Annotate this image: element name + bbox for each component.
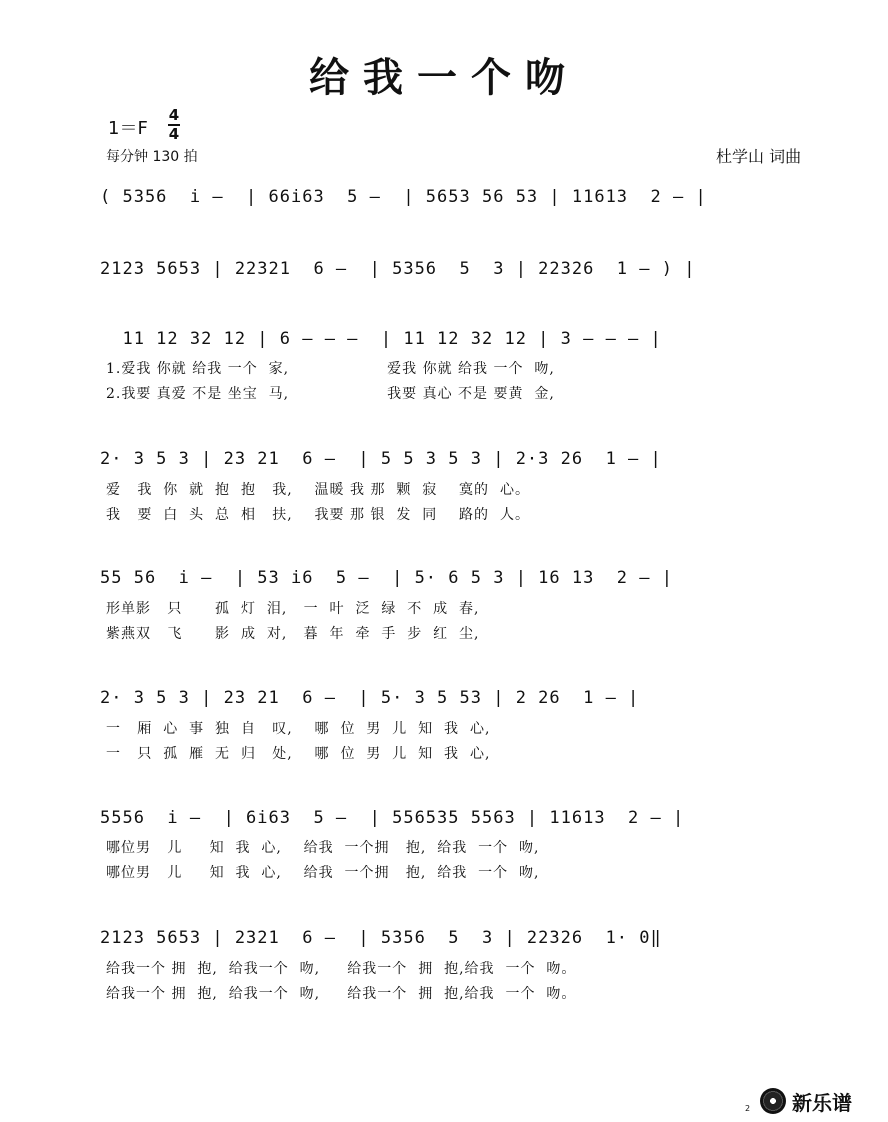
time-signature-bottom: 4 xyxy=(168,125,180,143)
lyric-line: 爱 我 你 就 抱 抱 我, 温暖 我 那 颗 寂 寞的 心。 xyxy=(106,482,530,498)
key-signature: 1＝F xyxy=(108,118,148,139)
lyric-line: 一 只 孤 雁 无 归 处, 哪 位 男 儿 知 我 心, xyxy=(106,746,491,762)
lyric-line: 形单影 只 孤 灯 泪, 一 叶 泛 绿 不 成 春, xyxy=(106,601,480,617)
lyric-line: 哪位男 儿 知 我 心, 给我 一个拥 抱, 给我 一个 吻, xyxy=(106,840,540,856)
song-title: 给我一个吻 xyxy=(309,54,579,101)
notation-line: ( 5356 i – | 66i63 5 – | 5653 56 53 | 11613 2 – | xyxy=(100,187,707,207)
lyric-line: 我 要 白 头 总 相 扶, 我要 那 银 发 同 路的 人。 xyxy=(106,507,530,523)
notation-line: 2123 5653 | 2321 6 – | 5356 5 3 | 22326 1· 0‖ xyxy=(100,928,662,948)
lyric-line: 紫燕双 飞 影 成 对, 暮 年 牵 手 步 红 尘, xyxy=(106,626,480,642)
notation-line: 2· 3 5 3 | 23 21 6 – | 5· 3 5 53 | 2 26 1 – | xyxy=(100,688,640,708)
notation-line: 2123 5653 | 22321 6 – | 5356 5 3 | 22326 1 – ) | xyxy=(100,259,696,279)
logo-text: 新乐谱 xyxy=(792,1090,852,1115)
notation-line: 2· 3 5 3 | 23 21 6 – | 5 5 3 5 3 | 2·3 26 1 – | xyxy=(100,449,662,469)
time-signature-top: 4 xyxy=(168,106,180,124)
lyric-line: 给我一个 拥 抱, 给我一个 吻, 给我一个 拥 抱,给我 一个 吻。 xyxy=(106,986,577,1002)
notation-line: 11 12 32 12 | 6 – – – | 11 12 32 12 | 3 – – – | xyxy=(100,329,662,349)
notation-line: 55 56 i – | 53 i6 5 – | 5· 6 5 3 | 16 13 2 – | xyxy=(100,568,673,588)
lyric-line: 2.我要 真爱 不是 坐宝 马, 我要 真心 不是 要黄 金, xyxy=(106,386,555,402)
site-logo xyxy=(760,1086,880,1116)
time-signature xyxy=(168,108,180,142)
lyric-line: 给我一个 拥 抱, 给我一个 吻, 给我一个 拥 抱,给我 一个 吻。 xyxy=(106,961,577,977)
author-credit: 杜学山 词曲 xyxy=(716,147,802,166)
tempo-marking: 每分钟 130 拍 xyxy=(106,149,198,165)
lyric-line: 哪位男 儿 知 我 心, 给我 一个拥 抱, 给我 一个 吻, xyxy=(106,865,540,881)
lyric-line: 1.爱我 你就 给我 一个 家, 爱我 你就 给我 一个 吻, xyxy=(106,361,555,377)
lyric-line: 一 厢 心 事 独 自 叹, 哪 位 男 儿 知 我 心, xyxy=(106,721,491,737)
notation-line: 5556 i – | 6i63 5 – | 556535 5563 | 11613 2 – | xyxy=(100,808,685,828)
record-disc-icon xyxy=(760,1088,786,1114)
page-number: 2 xyxy=(745,1104,751,1113)
